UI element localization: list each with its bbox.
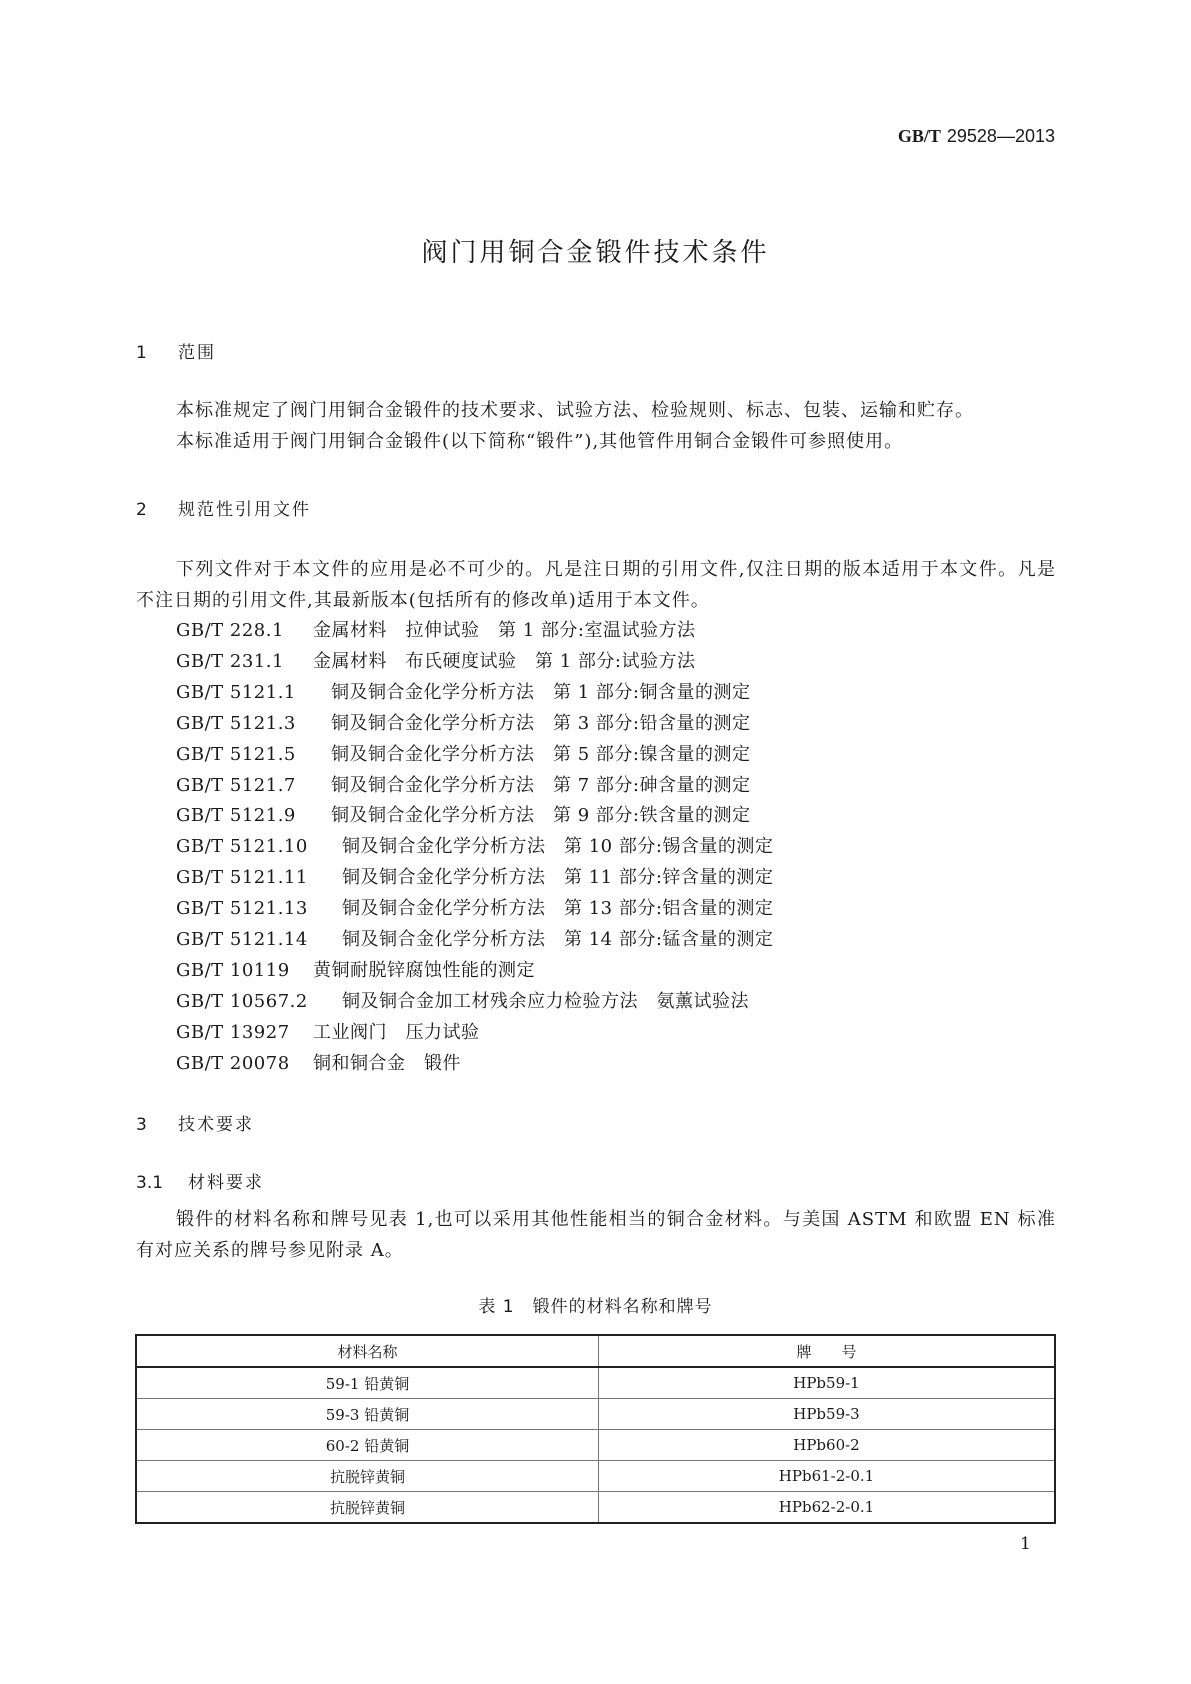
- reference-item: [176, 925, 773, 956]
- reference-code: GB/T 5121.7: [176, 774, 296, 796]
- reference-item: [176, 647, 773, 678]
- table-label: 表 1: [478, 1297, 515, 1317]
- materials-table: [135, 1334, 1056, 1524]
- reference-item: [176, 1018, 773, 1049]
- reference-code: GB/T 5121.3: [176, 712, 296, 734]
- reference-list: [176, 616, 773, 1080]
- reference-code: GB/T 5121.11: [176, 867, 308, 889]
- section-title: 技术要求: [178, 1115, 254, 1135]
- reference-code: GB/T 5121.14: [176, 929, 308, 951]
- reference-code: GB/T 5121.10: [176, 836, 308, 858]
- reference-title: 铜及铜合金化学分析方法 第 3 部分:铅含量的测定: [331, 712, 751, 734]
- reference-title: 金属材料 布氏硬度试验 第 1 部分:试验方法: [313, 650, 696, 672]
- reference-code: GB/T 20078: [176, 1052, 290, 1074]
- table-row: [136, 1430, 1055, 1461]
- section-title: 规范性引用文件: [178, 500, 311, 520]
- reference-code: GB/T 5121.13: [176, 898, 308, 920]
- section-heading-3: [136, 1110, 254, 1135]
- standard-number: 29528—2013: [946, 126, 1055, 146]
- column-header-grade: 牌 号: [599, 1335, 1056, 1367]
- section-heading-1: [136, 338, 216, 363]
- grade-cell: HPb62-2-0.1: [599, 1492, 1056, 1524]
- references-intro: 下列文件对于本文件的应用是必不可少的。凡是注日期的引用文件,仅注日期的版本适用于本文件。凡是不注日期的引用文件,其最新版本(包括所有的修改单)适用于本文件。: [136, 559, 1056, 611]
- section-number: 3.1: [136, 1173, 164, 1193]
- reference-item: [176, 801, 773, 832]
- page-number: 1: [1020, 1534, 1031, 1554]
- reference-item: [176, 863, 773, 894]
- material-name-cell: 抗脱锌黄铜: [136, 1461, 599, 1492]
- scope-paragraph-1: 本标准规定了阀门用铜合金锻件的技术要求、试验方法、检验规则、标志、包装、运输和贮存。: [176, 400, 974, 421]
- reference-item: [176, 956, 773, 987]
- section-number: 1: [136, 343, 147, 363]
- reference-title: 铜及铜合金化学分析方法 第 13 部分:铝含量的测定: [342, 898, 774, 920]
- reference-item: [176, 709, 773, 740]
- reference-item: [176, 987, 773, 1018]
- reference-code: GB/T 10567.2: [176, 990, 308, 1012]
- standard-prefix: GB/T: [897, 126, 941, 146]
- reference-code: GB/T 5121.1: [176, 681, 296, 703]
- section-number: 3: [136, 1115, 147, 1135]
- section-title: 材料要求: [188, 1173, 264, 1193]
- standard-code: [898, 126, 1055, 147]
- table-header-row: [136, 1335, 1055, 1367]
- material-name-cell: 60-2 铅黄铜: [136, 1430, 599, 1461]
- reference-title: 铜及铜合金化学分析方法 第 1 部分:铜含量的测定: [331, 681, 751, 703]
- reference-code: GB/T 13927: [176, 1021, 290, 1043]
- table-row: [136, 1461, 1055, 1492]
- reference-title: 铜和铜合金 锻件: [313, 1052, 461, 1074]
- reference-title: 铜及铜合金加工材残余应力检验方法 氨薰试验法: [342, 990, 749, 1012]
- section-title: 范围: [178, 343, 216, 363]
- reference-item: [176, 740, 773, 771]
- table-row: [136, 1367, 1055, 1399]
- reference-item: [176, 894, 773, 925]
- reference-item: [176, 616, 773, 647]
- scope-paragraph-2: 本标准适用于阀门用铜合金锻件(以下简称“锻件”),其他管件用铜合金锻件可参照使用。: [176, 431, 904, 452]
- reference-title: 铜及铜合金化学分析方法 第 7 部分:砷含量的测定: [331, 774, 751, 796]
- section-number: 2: [136, 500, 147, 520]
- material-name-cell: 抗脱锌黄铜: [136, 1492, 599, 1524]
- grade-cell: HPb59-1: [599, 1367, 1056, 1399]
- table-row: [136, 1492, 1055, 1524]
- reference-code: GB/T 10119: [176, 959, 290, 981]
- material-name-cell: 59-1 铅黄铜: [136, 1367, 599, 1399]
- reference-code: GB/T 228.1: [176, 620, 284, 641]
- reference-title: 金属材料 拉伸试验 第 1 部分:室温试验方法: [313, 620, 696, 641]
- reference-item: [176, 1049, 773, 1080]
- reference-code: GB/T 5121.5: [176, 743, 296, 765]
- column-header-material-name: 材料名称: [136, 1335, 599, 1367]
- table-title: 锻件的材料名称和牌号: [532, 1297, 713, 1317]
- reference-title: 铜及铜合金化学分析方法 第 10 部分:锡含量的测定: [342, 836, 774, 858]
- grade-cell: HPb61-2-0.1: [599, 1461, 1056, 1492]
- reference-item: [176, 832, 773, 863]
- document-title: 阀门用铜合金锻件技术条件: [421, 238, 770, 268]
- reference-code: GB/T 5121.9: [176, 805, 296, 827]
- section-heading-3-1: [136, 1168, 264, 1193]
- reference-title: 铜及铜合金化学分析方法 第 14 部分:锰含量的测定: [342, 929, 774, 951]
- reference-title: 黄铜耐脱锌腐蚀性能的测定: [313, 959, 535, 981]
- reference-title: 铜及铜合金化学分析方法 第 5 部分:镍含量的测定: [331, 743, 751, 765]
- reference-title: 铜及铜合金化学分析方法 第 11 部分:锌含量的测定: [342, 867, 774, 889]
- material-paragraph: 锻件的材料名称和牌号见表 1,也可以采用其他性能相当的铜合金材料。与美国 ASTM 和欧盟 EN 标准有对应关系的牌号参见附录 A。: [136, 1209, 1056, 1261]
- reference-title: 铜及铜合金化学分析方法 第 9 部分:铁含量的测定: [331, 805, 751, 827]
- grade-cell: HPb60-2: [599, 1430, 1056, 1461]
- table-caption: [0, 1292, 1191, 1317]
- reference-item: [176, 678, 773, 709]
- reference-title: 工业阀门 压力试验: [313, 1021, 480, 1043]
- table-row: [136, 1399, 1055, 1430]
- grade-cell: HPb59-3: [599, 1399, 1056, 1430]
- reference-item: [176, 771, 773, 802]
- material-name-cell: 59-3 铅黄铜: [136, 1399, 599, 1430]
- reference-code: GB/T 231.1: [176, 650, 284, 672]
- section-heading-2: [136, 495, 311, 520]
